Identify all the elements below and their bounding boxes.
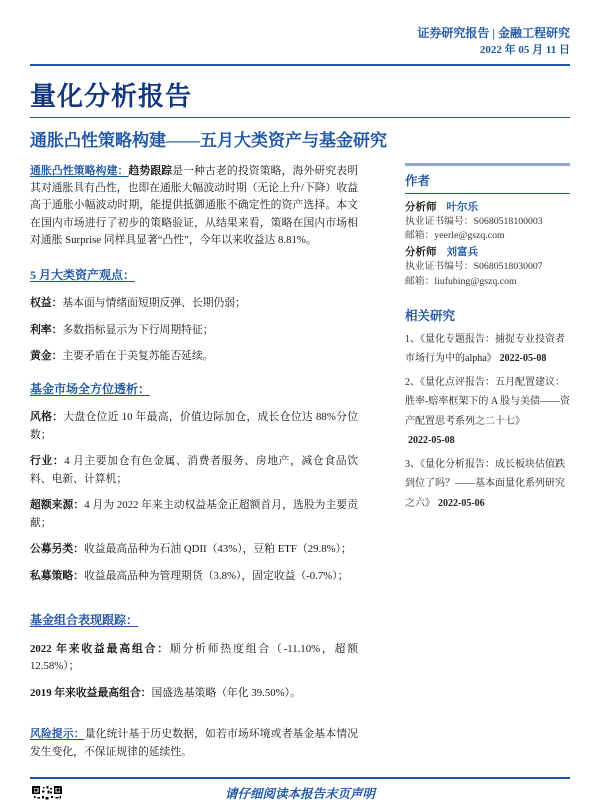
item-label: 超额来源： — [30, 499, 85, 512]
footer-disclaimer: 请仔细阅读本报告末页声明 — [224, 787, 375, 800]
cert-number: S0680518100003 — [473, 215, 543, 227]
asset-view-gold — [30, 348, 358, 365]
item-label: 公募另类： — [30, 543, 84, 556]
item-text: 国盛选基策略（年化 39.50%）。 — [151, 686, 301, 699]
item-label: 私募策略： — [30, 569, 84, 582]
analyst-role: 分析师 — [405, 201, 437, 213]
intro-paragraph — [30, 163, 358, 250]
related-date: 2022-05-08 — [408, 435, 455, 447]
analyst-email — [405, 229, 570, 243]
item-label: 权益： — [30, 297, 63, 310]
related-date: 2022-05-06 — [438, 497, 485, 509]
email-label: 邮箱： — [405, 229, 435, 241]
analyst-cert — [405, 215, 570, 229]
related-research-item — [405, 373, 570, 451]
portfolio-2019 — [30, 685, 358, 702]
intro-label: 通胀凸性策略构建： — [30, 164, 129, 177]
email-label: 邮箱： — [405, 275, 435, 287]
related-research-item — [405, 455, 570, 514]
item-text: 主要矛盾在于美复苏能否延续。 — [62, 350, 214, 363]
report-date: 2022 年 05 月 11 日 — [479, 44, 570, 56]
content-area — [30, 163, 570, 770]
risk-warning — [30, 726, 358, 761]
page-footer — [30, 777, 570, 800]
qr-code — [32, 786, 62, 800]
intro-text: 是一种古老的投资策略，海外研究表明其对通胀具有凸性，也即在通胀大幅波动时期（无论上升/下降）收益高于通胀小幅波动时期，能提供抵御通胀不确定性的资产选择。本文在国内市场进行了初步的策略验证，从结果来看，策略在国内市场相对通胀 Surprise 同样具显著“凸性”，今年以来收益达 8.81%。 — [30, 164, 359, 247]
item-text: 收益最高品种为石油 QDII（43%），豆粕 ETF（29.8%）； — [83, 543, 352, 556]
fund-industry — [30, 453, 358, 488]
cert-label: 执业证书编号： — [405, 261, 474, 273]
asset-view-rates — [30, 322, 358, 339]
analyst-name-row — [405, 245, 570, 260]
email-address: yeerle@gszq.com — [434, 229, 505, 241]
analyst-cert — [405, 260, 570, 274]
header-divider — [30, 64, 570, 66]
section-heading-fund-market: 基金市场全方位透析： — [30, 381, 151, 396]
cert-number: S0680518030007 — [473, 261, 543, 273]
item-label: 黄金： — [30, 350, 63, 363]
item-text: 顺分析师热度组合（-11.10%，超额 12.58%）； — [30, 642, 359, 673]
sidebar — [405, 163, 570, 770]
analyst-role: 分析师 — [405, 247, 437, 259]
fund-public-alt — [30, 541, 358, 558]
related-date: 2022-05-08 — [499, 353, 547, 365]
risk-label: 风险提示： — [30, 728, 85, 741]
risk-text: 量化统计基于历史数据，如若市场环境或者基金基本情况发生变化，不保证规律的延续性。 — [30, 728, 359, 758]
item-label: 风格： — [30, 411, 64, 424]
analyst-email — [405, 275, 570, 289]
report-category: 证券研究报告 | 金融工程研究 — [417, 26, 570, 40]
item-label: 利率： — [30, 323, 63, 336]
email-address: liufubing@gszq.com — [434, 275, 517, 287]
analyst-block — [405, 245, 570, 289]
fund-private-strategy — [30, 568, 358, 585]
item-text: 4 月为 2022 年来主动权益基金正超额首月，选股为主要贡献； — [30, 499, 359, 529]
item-label: 行业： — [30, 455, 65, 468]
item-text: 4 月主要加仓有色金属、消费者服务、房地产，减仓食品饮料、电新、计算机； — [30, 455, 358, 485]
analyst-block — [405, 200, 570, 244]
analyst-name: 刘富兵 — [446, 247, 478, 259]
page-title: 量化分析报告 — [30, 81, 193, 111]
item-label: 2022 年来收益最高组合： — [30, 642, 170, 655]
item-label: 2019 年来收益最高组合： — [30, 686, 152, 699]
related-research-heading: 相关研究 — [405, 308, 456, 323]
report-header — [30, 24, 570, 59]
portfolio-2022 — [30, 641, 358, 676]
item-text: 基本面与情绪面短期反弹、长期仍弱； — [62, 297, 246, 310]
item-text: 大盘仓位近 10 年最高，价值边际加仓，成长仓位达 88%分位数； — [30, 411, 358, 441]
report-subtitle: 通胀凸性策略构建——五月大类资产与基金研究 — [30, 130, 387, 150]
title-divider — [30, 117, 570, 118]
related-research-item — [405, 330, 570, 369]
authors-heading: 作者 — [405, 166, 570, 194]
related-title: 3、《量化分析报告：成长板块估值跌到位了吗？——基本面量化系列研究之六》 — [405, 458, 565, 509]
item-text: 收益最高品种为管理期货（3.8%），固定收益（-0.7%）； — [83, 569, 349, 582]
section-heading-portfolio-tracking: 基金组合表现跟踪： — [30, 613, 139, 628]
fund-style — [30, 409, 358, 444]
analyst-name-row — [405, 200, 570, 215]
intro-emphasis: 趋势跟踪 — [128, 164, 173, 177]
related-title: 1、《量化专题报告：捕捉专业投资者市场行为中的alpha》 — [405, 333, 565, 365]
item-text: 多数指标显示为下行周期特征； — [62, 323, 214, 336]
analyst-name: 叶尔乐 — [446, 201, 478, 213]
main-content — [30, 163, 358, 770]
related-title: 2、《量化点评报告：五月配置建议：胜率-赔率框架下的 A 股与美债——资产配置思考系列之二十七》 — [405, 376, 570, 427]
fund-excess-source — [30, 497, 358, 532]
section-heading-asset-views: 5 月大类资产观点： — [30, 267, 136, 282]
asset-view-equity — [30, 295, 358, 312]
cert-label: 执业证书编号： — [405, 215, 474, 227]
